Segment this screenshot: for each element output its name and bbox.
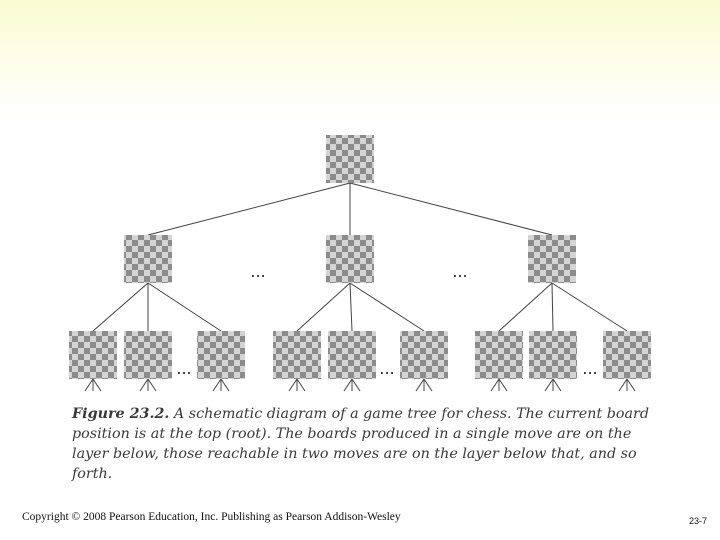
copyright-notice: Copyright © 2008 Pearson Education, Inc. Publishing as Pearson Addison-Wesley: [22, 511, 401, 523]
page-number: 23-7: [688, 516, 707, 526]
edge-stub: [619, 379, 627, 391]
edge-stub: [221, 379, 229, 391]
figure-caption: [72, 404, 672, 484]
ellipsis-level3: ...: [582, 359, 598, 378]
ellipsis-level3: ...: [379, 359, 395, 378]
level3-board: [69, 331, 117, 379]
edge-stub: [491, 379, 499, 391]
edge-stub: [545, 379, 553, 391]
root-board: [326, 135, 374, 183]
level2-board: [326, 235, 374, 283]
edge-level2-to-level3: [350, 283, 352, 331]
level3-board: [529, 331, 577, 379]
edge-stub: [352, 379, 360, 391]
edge-root-to-level2: [148, 183, 350, 235]
edge-stub: [297, 379, 305, 391]
level3-board: [273, 331, 321, 379]
edge-stub: [85, 379, 93, 391]
level3-board: [603, 331, 651, 379]
level3-board: [400, 331, 448, 379]
edge-stub: [499, 379, 507, 391]
figure-caption-text: A schematic diagram of a game tree for chess. The current board position is at the top (root). The boards produced in a single move are on the layer below, those reachable in two moves are on the layer below that, and so forth.: [72, 406, 649, 482]
level2-board: [528, 235, 576, 283]
edge-stub: [213, 379, 221, 391]
edge-level2-to-level3: [552, 283, 553, 331]
edge-level2-to-level3: [93, 283, 148, 331]
edge-level2-to-level3: [297, 283, 350, 331]
edge-stub: [627, 379, 635, 391]
edge-stub: [344, 379, 352, 391]
ellipsis-level2: ...: [250, 262, 266, 281]
level3-board: [328, 331, 376, 379]
edge-stub: [424, 379, 432, 391]
level2-board: [124, 235, 172, 283]
tree-boards: [69, 135, 651, 379]
edge-level2-to-level3: [552, 283, 627, 331]
edge-stub: [553, 379, 561, 391]
edge-stub: [93, 379, 101, 391]
ellipsis-level2: ...: [452, 262, 468, 281]
edge-stub: [416, 379, 424, 391]
edge-root-to-level2: [350, 183, 552, 235]
level3-board: [475, 331, 523, 379]
level3-board: [197, 331, 245, 379]
ellipsis-level3: ...: [176, 359, 192, 378]
edge-stub: [148, 379, 156, 391]
edge-stub: [289, 379, 297, 391]
edge-level2-to-level3: [350, 283, 424, 331]
level3-board: [124, 331, 172, 379]
figure-label: Figure 23.2.: [72, 406, 170, 422]
edge-level2-to-level3: [148, 283, 221, 331]
edge-level2-to-level3: [499, 283, 552, 331]
edge-stub: [140, 379, 148, 391]
